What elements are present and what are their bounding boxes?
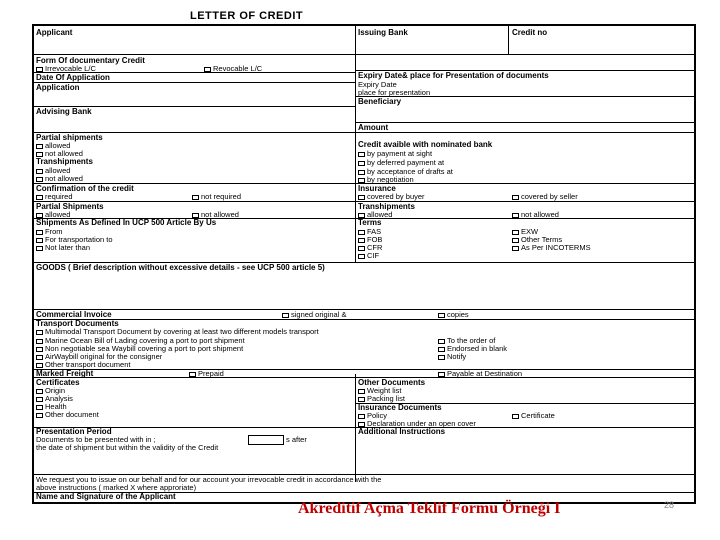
- advising-bank-label: Advising Bank: [36, 107, 92, 116]
- allowed-label: allowed: [45, 166, 71, 175]
- date-of-application-label: Date Of Application: [36, 73, 110, 82]
- terms-label: Terms: [358, 218, 382, 227]
- signed-original-label: signed original &: [291, 310, 347, 319]
- marked-freight-label: Marked Freight: [36, 369, 94, 378]
- checkbox[interactable]: [36, 177, 43, 182]
- checkbox[interactable]: [36, 347, 43, 352]
- days-input[interactable]: [248, 435, 284, 445]
- checkbox[interactable]: [358, 397, 365, 402]
- request-text-2: above instructions ( marked X where approriate): [36, 483, 197, 492]
- irrevocable-label: Irrevocable L/C: [45, 64, 96, 73]
- by-acceptance-label: by acceptance of drafts at: [367, 167, 453, 176]
- non-negotiable-label: Non negotiable sea Waybill covering a port to port shipment: [45, 344, 244, 353]
- cif-option[interactable]: [358, 252, 379, 260]
- docs-presented-text: Documents to be presented with in ;: [36, 435, 156, 444]
- allowed-label: allowed: [367, 210, 393, 219]
- checkbox[interactable]: [36, 405, 43, 410]
- page-number: 28: [664, 500, 675, 510]
- presentation-period-label: Presentation Period: [36, 427, 112, 436]
- checkbox[interactable]: [192, 195, 199, 200]
- checkbox[interactable]: [36, 413, 43, 418]
- insurance-label: Insurance: [358, 184, 396, 193]
- checkbox[interactable]: [438, 372, 445, 377]
- declaration-label: Declaration under an open cover: [367, 419, 476, 428]
- other-transport-option[interactable]: [36, 361, 130, 369]
- copies-label: copies: [447, 310, 469, 319]
- certificate-option[interactable]: [512, 412, 555, 420]
- credit-no-divider: [508, 26, 509, 54]
- divider: [355, 122, 694, 123]
- not-allowed-label: not allowed: [45, 174, 83, 183]
- checkbox[interactable]: [512, 246, 519, 251]
- certificate-label: Certificate: [521, 411, 555, 420]
- checkbox[interactable]: [36, 195, 43, 200]
- checkbox[interactable]: [358, 414, 365, 419]
- divider: [34, 319, 694, 320]
- other-transport-label: Other transport document: [45, 360, 131, 369]
- credit-no-label: Credit no: [512, 28, 548, 37]
- packing-list-option[interactable]: [358, 395, 405, 403]
- checkbox[interactable]: [358, 195, 365, 200]
- by-payment-label: by payment at sight: [367, 149, 433, 158]
- required-label: required: [45, 192, 73, 201]
- transport-documents-label: Transport Documents: [36, 319, 119, 328]
- other-document-label: Other document: [45, 410, 99, 419]
- by-deferred-label: by deferred payment at: [367, 158, 445, 167]
- not-later-label: Not later than: [45, 243, 91, 252]
- cfr-label: CFR: [367, 243, 383, 252]
- amount-label: Amount: [358, 123, 389, 132]
- checkbox[interactable]: [512, 230, 519, 235]
- not-allowed-label: not allowed: [45, 149, 83, 158]
- checkbox[interactable]: [358, 230, 365, 235]
- additional-instructions-label: Additional Instructions: [358, 427, 446, 436]
- revocable-label: Revocable L/C: [213, 64, 263, 73]
- checkbox[interactable]: [358, 389, 365, 394]
- divider: [34, 82, 355, 83]
- validity-text: the date of shipment but within the validity of the Credit: [36, 443, 219, 452]
- required-option[interactable]: [36, 193, 73, 201]
- divider: [34, 54, 694, 55]
- checkbox[interactable]: [358, 254, 365, 259]
- form-of-credit-label: Form Of documentary Credit: [36, 56, 145, 65]
- endorsed-label: Endorsed in blank: [447, 344, 508, 353]
- checkbox[interactable]: [36, 152, 43, 157]
- exw-label: EXW: [521, 227, 539, 236]
- checkbox[interactable]: [358, 213, 365, 218]
- checkbox[interactable]: [358, 161, 365, 166]
- checkbox[interactable]: [358, 178, 365, 183]
- other-documents-label: Other Documents: [358, 378, 426, 387]
- notify-label: Notify: [447, 352, 467, 361]
- not-allowed-label: not allowed: [521, 210, 559, 219]
- checkbox[interactable]: [358, 422, 365, 427]
- policy-label: Policy: [367, 411, 388, 420]
- checkbox[interactable]: [358, 238, 365, 243]
- checkbox[interactable]: [36, 389, 43, 394]
- multimodal-label: Multimodal Transport Document by covering at least two different models transport: [45, 327, 319, 336]
- letter-of-credit-form: [32, 24, 696, 504]
- confirmation-label: Confirmation of the credit: [36, 184, 134, 193]
- for-transportation-label: For transportation to: [45, 235, 113, 244]
- by-payment-option[interactable]: [358, 150, 432, 158]
- insurance-documents-label: Insurance Documents: [358, 403, 442, 412]
- partial-shipments2-label: Partial Shipments: [36, 202, 104, 211]
- checkbox[interactable]: [189, 372, 196, 377]
- commercial-invoice-label: Commercial Invoice: [36, 310, 112, 319]
- checkbox[interactable]: [512, 213, 519, 218]
- signed-original-option[interactable]: [282, 311, 346, 319]
- checkbox[interactable]: [512, 238, 519, 243]
- payable-destination-label: Payable at Destination: [447, 369, 523, 378]
- application-label: Application: [36, 83, 80, 92]
- multimodal-option[interactable]: [36, 328, 319, 336]
- checkbox[interactable]: [438, 339, 445, 344]
- checkbox[interactable]: [512, 195, 519, 200]
- airwaybill-label: AirWaybill original for the consigner: [45, 352, 163, 361]
- expiry-date-label: Expiry Date: [358, 80, 397, 89]
- checkbox[interactable]: [358, 170, 365, 175]
- checkbox[interactable]: [36, 238, 43, 243]
- days-after-text: s after: [286, 435, 307, 444]
- packing-list-label: Packing list: [367, 394, 405, 403]
- column-divider: [355, 26, 356, 262]
- notify-option[interactable]: [438, 353, 466, 361]
- checkbox[interactable]: [36, 169, 43, 174]
- trans-not-allowed-option[interactable]: [36, 175, 83, 183]
- goods-label: GOODS ( Brief description without excessive details - see UCP 500 article 5): [36, 263, 325, 272]
- incoterms-option[interactable]: [512, 244, 591, 252]
- transhipments-label: Transhipments: [36, 157, 93, 166]
- checkbox[interactable]: [192, 213, 199, 218]
- fas-label: FAS: [367, 227, 382, 236]
- checkbox[interactable]: [36, 397, 43, 402]
- prepaid-label: Prepaid: [198, 369, 224, 378]
- by-negotiation-label: by negotiation: [367, 175, 414, 184]
- divider: [34, 369, 694, 370]
- to-the-order-label: To the order of: [447, 336, 496, 345]
- checkbox[interactable]: [358, 246, 365, 251]
- checkbox[interactable]: [36, 230, 43, 235]
- checkbox[interactable]: [36, 213, 43, 218]
- checkbox[interactable]: [36, 339, 43, 344]
- not-required-label: not required: [201, 192, 242, 201]
- checkbox[interactable]: [358, 152, 365, 157]
- checkbox[interactable]: [438, 347, 445, 352]
- transhipments2-label: Transhipments: [358, 202, 415, 211]
- allowed-label: allowed: [45, 210, 71, 219]
- covered-by-seller-label: covered by seller: [521, 192, 578, 201]
- covered-by-buyer-label: covered by buyer: [367, 192, 425, 201]
- other-terms-label: Other Terms: [521, 235, 563, 244]
- beneficiary-label: Beneficiary: [358, 97, 402, 106]
- divider: [34, 309, 694, 310]
- checkbox[interactable]: [36, 330, 43, 335]
- checkbox[interactable]: [512, 414, 519, 419]
- slide-caption: Akreditif Açma Teklif Formu Örneği I: [298, 500, 561, 517]
- incoterms-label: As Per INCOTERMS: [521, 243, 591, 252]
- not-later-option[interactable]: [36, 244, 90, 252]
- divider: [355, 96, 694, 97]
- checkbox[interactable]: [36, 144, 43, 149]
- place-for-presentation-label: place for presentation: [358, 88, 431, 97]
- from-label: From: [45, 227, 63, 236]
- shipment-defined-label: Shipments As Defined In UCP 500 Article By Us: [36, 218, 217, 227]
- analysis-label: Analysis: [45, 394, 73, 403]
- origin-label: Origin: [45, 386, 66, 395]
- expiry-title: Expiry Date& place for Presentation of documents: [358, 71, 549, 80]
- other-document-option[interactable]: [36, 411, 99, 419]
- checkbox[interactable]: [36, 355, 43, 360]
- cif-label: CIF: [367, 251, 380, 260]
- checkbox[interactable]: [438, 355, 445, 360]
- checkbox[interactable]: [204, 67, 211, 72]
- credit-available-label: Credit avaible with nominated bank: [358, 140, 493, 149]
- marine-ocean-label: Marine Ocean Bill of Lading covering a port to port shipment: [45, 336, 245, 345]
- checkbox[interactable]: [36, 246, 43, 251]
- checkbox[interactable]: [36, 67, 43, 72]
- not-required-option[interactable]: [192, 193, 241, 201]
- copies-option[interactable]: [438, 311, 469, 319]
- covered-by-buyer-option[interactable]: [358, 193, 425, 201]
- checkbox[interactable]: [438, 313, 445, 318]
- checkbox[interactable]: [36, 363, 43, 368]
- health-label: Health: [45, 402, 67, 411]
- fob-label: FOB: [367, 235, 383, 244]
- request-text-1: We request you to issue on our behalf and for our account your irrevocable credit in accordance with the: [36, 475, 382, 484]
- name-signature-label: Name and Signature of the Applicant: [36, 492, 176, 501]
- column-divider-lower: [355, 374, 356, 482]
- covered-by-seller-option[interactable]: [512, 193, 578, 201]
- divider: [34, 132, 694, 133]
- partial-shipments-label: Partial shipments: [36, 133, 103, 142]
- checkbox[interactable]: [282, 313, 289, 318]
- document-title: LETTER OF CREDIT: [190, 10, 304, 22]
- weight-list-label: Weight list: [367, 386, 402, 395]
- allowed-label: allowed: [45, 141, 71, 150]
- applicant-label: Applicant: [36, 28, 73, 37]
- not-allowed-label: not allowed: [201, 210, 239, 219]
- certificates-label: Certificates: [36, 378, 80, 387]
- by-deferred-option[interactable]: [358, 159, 444, 167]
- issuing-bank-label: Issuing Bank: [358, 28, 408, 37]
